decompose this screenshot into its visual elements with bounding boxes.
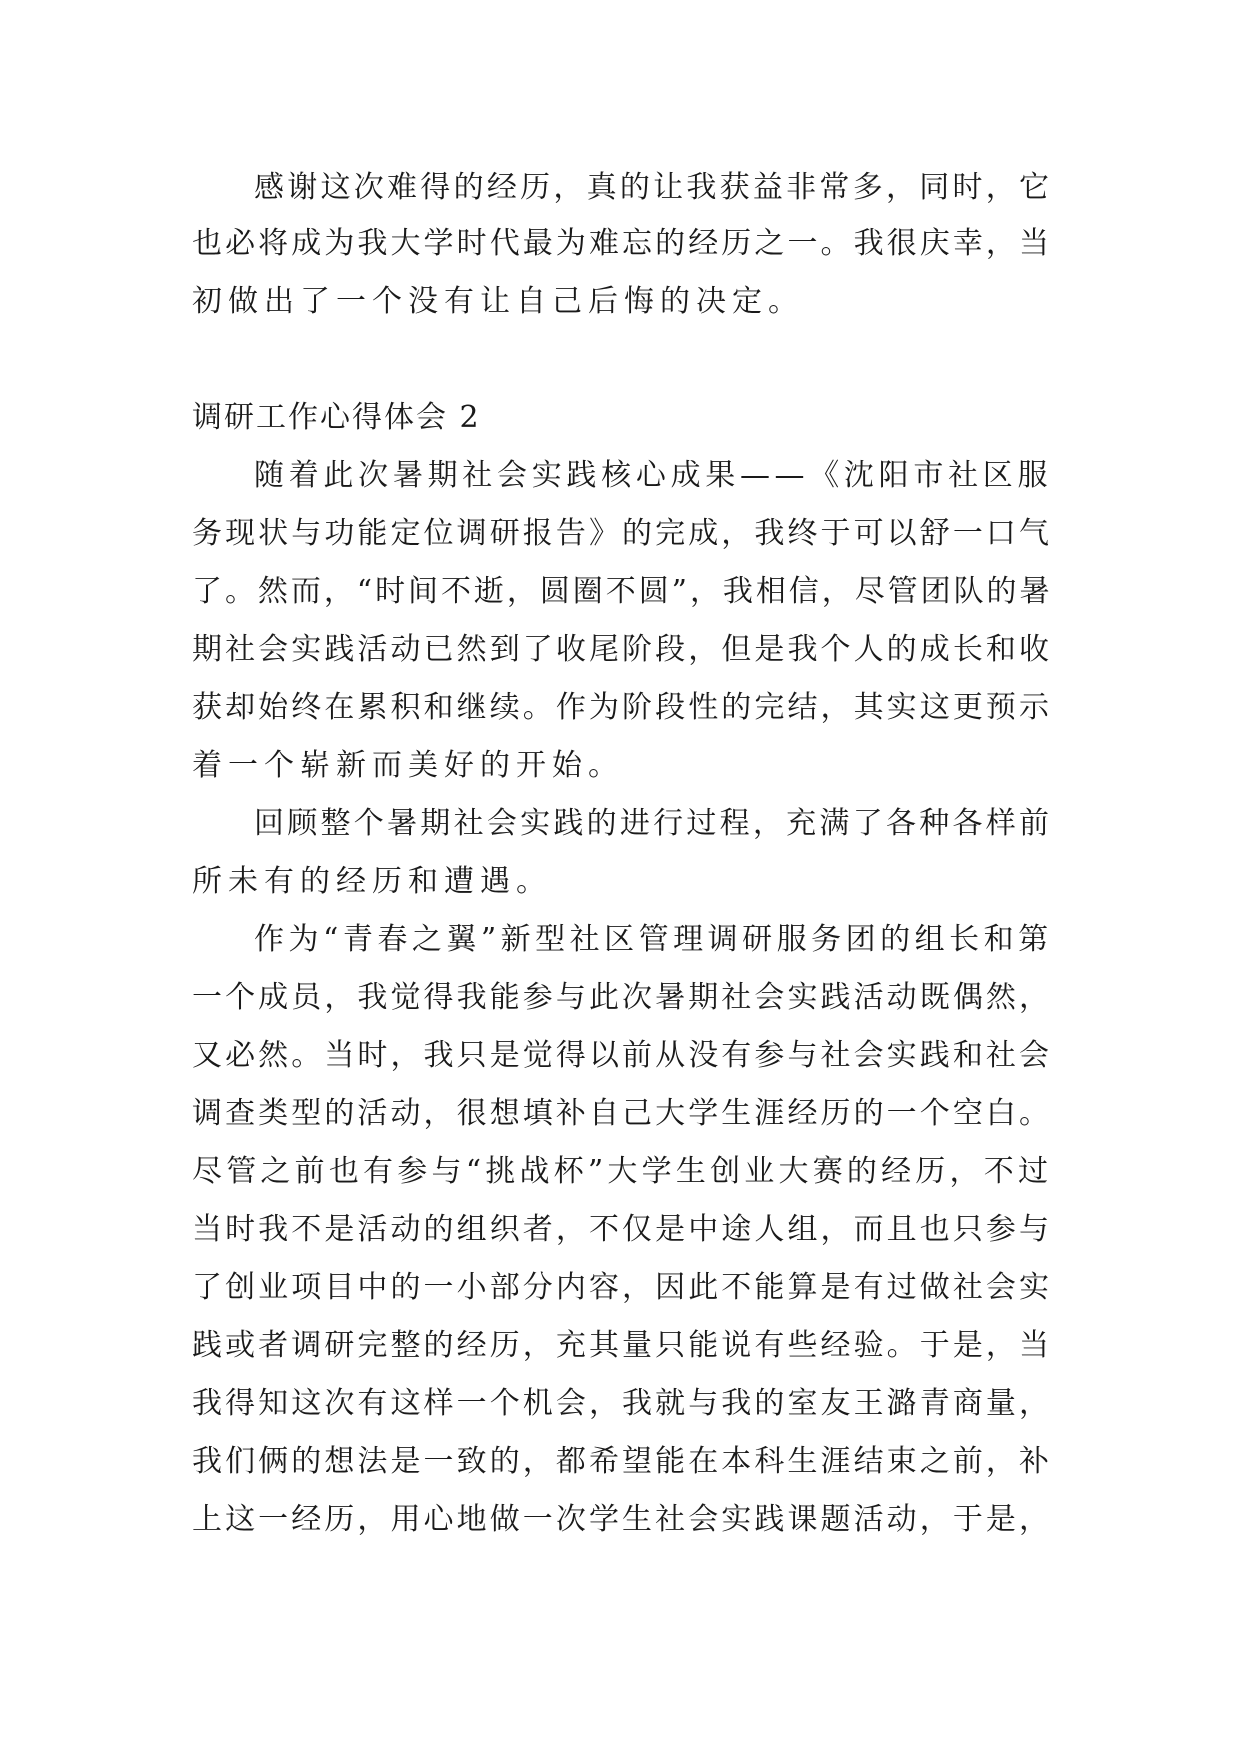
paragraph-4-line-10: 我们俩的想法是一致的，都希望能在本科生涯结束之前，补	[192, 1444, 1052, 1479]
paragraph-3-line-2: 所未有的经历和遭遇。	[192, 864, 552, 899]
paragraph-4-line-1: 作为“青春之翼”新型社区管理调研服务团的组长和第	[254, 922, 1053, 957]
paragraph-3-line-1: 回顾整个暑期社会实践的进行过程，充满了各种各样前	[254, 806, 1052, 841]
paragraph-1-line-1: 感谢这次难得的经历，真的让我获益非常多，同时，它	[254, 170, 1052, 205]
paragraph-4-line-4: 调查类型的活动，很想填补自己大学生涯经历的一个空白。	[192, 1096, 1052, 1131]
paragraph-1-line-3: 初做出了一个没有让自己后悔的决定。	[192, 284, 804, 319]
paragraph-4-line-8: 践或者调研完整的经历，充其量只能说有些经验。于是，当	[192, 1328, 1052, 1363]
paragraph-4-line-3: 又必然。当时，我只是觉得以前从没有参与社会实践和社会	[192, 1038, 1052, 1073]
section-heading: 调研工作心得体会 2	[192, 400, 481, 435]
paragraph-2-line-3: 了。然而，“时间不逝，圆圈不圆”，我相信，尽管团队的暑	[192, 574, 1052, 609]
paragraph-2-line-4: 期社会实践活动已然到了收尾阶段，但是我个人的成长和收	[192, 632, 1052, 667]
paragraph-2-line-1: 随着此次暑期社会实践核心成果——《沈阳市社区服	[254, 458, 1052, 493]
paragraph-4-line-2: 一个成员，我觉得我能参与此次暑期社会实践活动既偶然，	[192, 980, 1052, 1015]
paragraph-4-line-5: 尽管之前也有参与“挑战杯”大学生创业大赛的经历，不过	[192, 1154, 1052, 1189]
paragraph-4-line-7: 了创业项目中的一小部分内容，因此不能算是有过做社会实	[192, 1270, 1052, 1305]
paragraph-2-line-2: 务现状与功能定位调研报告》的完成，我终于可以舒一口气	[192, 516, 1052, 551]
paragraph-4-line-9: 我得知这次有这样一个机会，我就与我的室友王潞青商量，	[192, 1386, 1052, 1421]
paragraph-2-line-5: 获却始终在累积和继续。作为阶段性的完结，其实这更预示	[192, 690, 1052, 725]
paragraph-2-line-6: 着一个崭新而美好的开始。	[192, 748, 624, 783]
paragraph-4-line-11: 上这一经历，用心地做一次学生社会实践课题活动，于是，	[192, 1502, 1052, 1537]
paragraph-1-line-2: 也必将成为我大学时代最为难忘的经历之一。我很庆幸，当	[192, 226, 1052, 261]
paragraph-4-line-6: 当时我不是活动的组织者，不仅是中途人组，而且也只参与	[192, 1212, 1052, 1247]
